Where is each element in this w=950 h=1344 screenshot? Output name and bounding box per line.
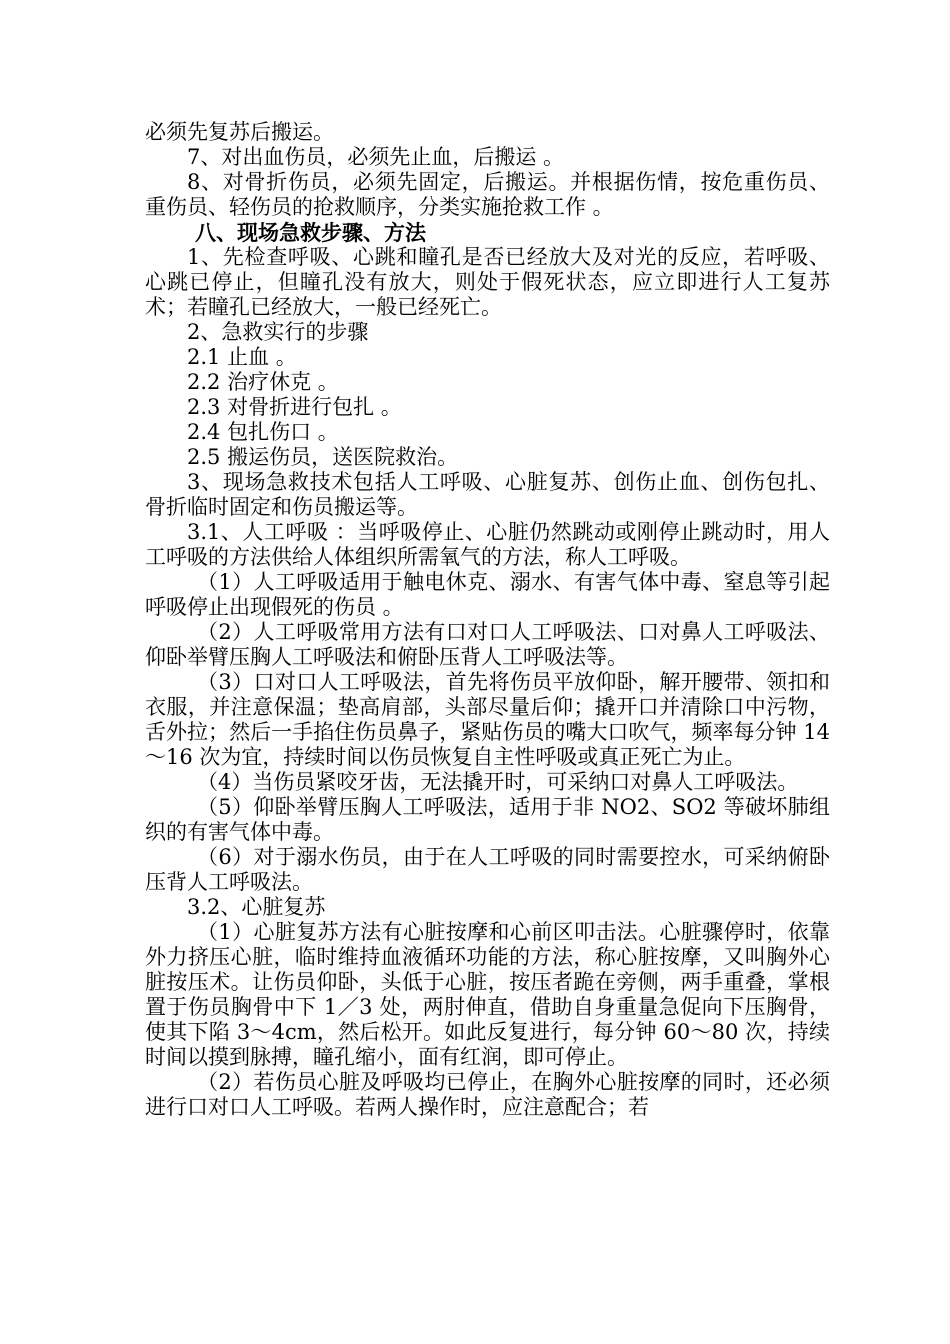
paragraph-9: 2.3 对骨折进行包扎 。	[187, 395, 402, 419]
document-page	[145, 120, 830, 1120]
paragraph-19: （6）对于溺水伤员，由于在人工呼吸的同时需要控水，可采纳俯卧压背人工呼吸法。	[145, 845, 830, 894]
paragraph-16: （3）口对口人工呼吸法，首先将伤员平放仰卧，解开腰带、领扣和衣服，并注意保温；垫高肩部，头部尽量后仰；撬开口并清除口中污物，舌外拉；然后一手掐住伤员鼻子，紧贴伤员的嘴大口吹气，频率每分钟 14～16 次为宜，持续时间以伤员恢复自主性呼吸或真正死亡为止。	[145, 670, 830, 769]
paragraph-22: （2）若伤员心脏及呼吸均已停止，在胸外心脏按摩的同时，还必须进行口对口人工呼吸。若两人操作时，应注意配合；若	[145, 1070, 830, 1119]
paragraph-18: （5）仰卧举臂压胸人工呼吸法，适用于非 NO2、SO2 等破坏肺组织的有害气体中毒。	[145, 795, 830, 844]
paragraph-12: 3、现场急救技术包括人工呼吸、心脏复苏、创伤止血、创伤包扎、骨折临时固定和伤员搬运等。	[145, 470, 830, 519]
paragraph-6: 2、急救实行的步骤	[187, 320, 369, 344]
paragraph-8: 2.2 治疗休克 。	[187, 370, 339, 394]
paragraph-13: 3.1、人工呼吸 ：当呼吸停止、心脏仍然跳动或刚停止跳动时，用人工呼吸的方法供给人体组织所需氧气的方法，称人工呼吸。	[145, 520, 830, 569]
paragraph-21: （1）心脏复苏方法有心脏按摩和心前区叩击法。心脏骤停时，依靠外力挤压心脏，临时维持血液循环功能的方法，称心脏按摩，又叫胸外心脏按压术。让伤员仰卧，头低于心脏，按压者跪在旁侧，两手重叠，掌根置于伤员胸骨中下 1／3 处，两肘伸直，借助自身重量急促向下压胸骨，使其下陷 3～4cm，然后松开。如此反复进行，每分钟 60～80 次，持续时间以摸到脉搏，瞳孔缩小，面有红润，即可停止。	[145, 920, 830, 1069]
paragraph-3: 8、对骨折伤员，必须先固定，后搬运。并根据伤情，按危重伤员、重伤员、轻伤员的抢救顺序，分类实施抢救工作 。	[145, 170, 830, 219]
paragraph-20: 3.2、心脏复苏	[187, 895, 326, 919]
paragraph-11: 2.5 搬运伤员，送医院救治。	[187, 445, 459, 469]
paragraph-10: 2.4 包扎伤口 。	[187, 420, 339, 444]
paragraph-5: 1、先检查呼吸、心跳和瞳孔是否已经放大及对光的反应，若呼吸、心跳已停止，但瞳孔没有放大，则处于假死状态，应立即进行人工复苏术；若瞳孔已经放大，一般已经死亡。	[145, 245, 830, 319]
paragraph-1: 必须先复苏后搬运。	[145, 120, 334, 144]
paragraph-7: 2.1 止血 。	[187, 345, 297, 369]
paragraph-15: （2）人工呼吸常用方法有口对口人工呼吸法、口对鼻人工呼吸法、仰卧举臂压胸人工呼吸法和俯卧压背人工呼吸法等。	[145, 620, 830, 669]
paragraph-17: （4）当伤员紧咬牙齿，无法撬开时，可采纳口对鼻人工呼吸法。	[197, 770, 799, 794]
section-heading: 八、现场急救步骤、方法	[195, 220, 426, 245]
paragraph-14: （1）人工呼吸适用于触电休克、溺水、有害气体中毒、窒息等引起呼吸停止出现假死的伤员 。	[145, 570, 830, 619]
paragraph-2: 7、对出血伤员，必须先止血，后搬运 。	[187, 145, 565, 169]
